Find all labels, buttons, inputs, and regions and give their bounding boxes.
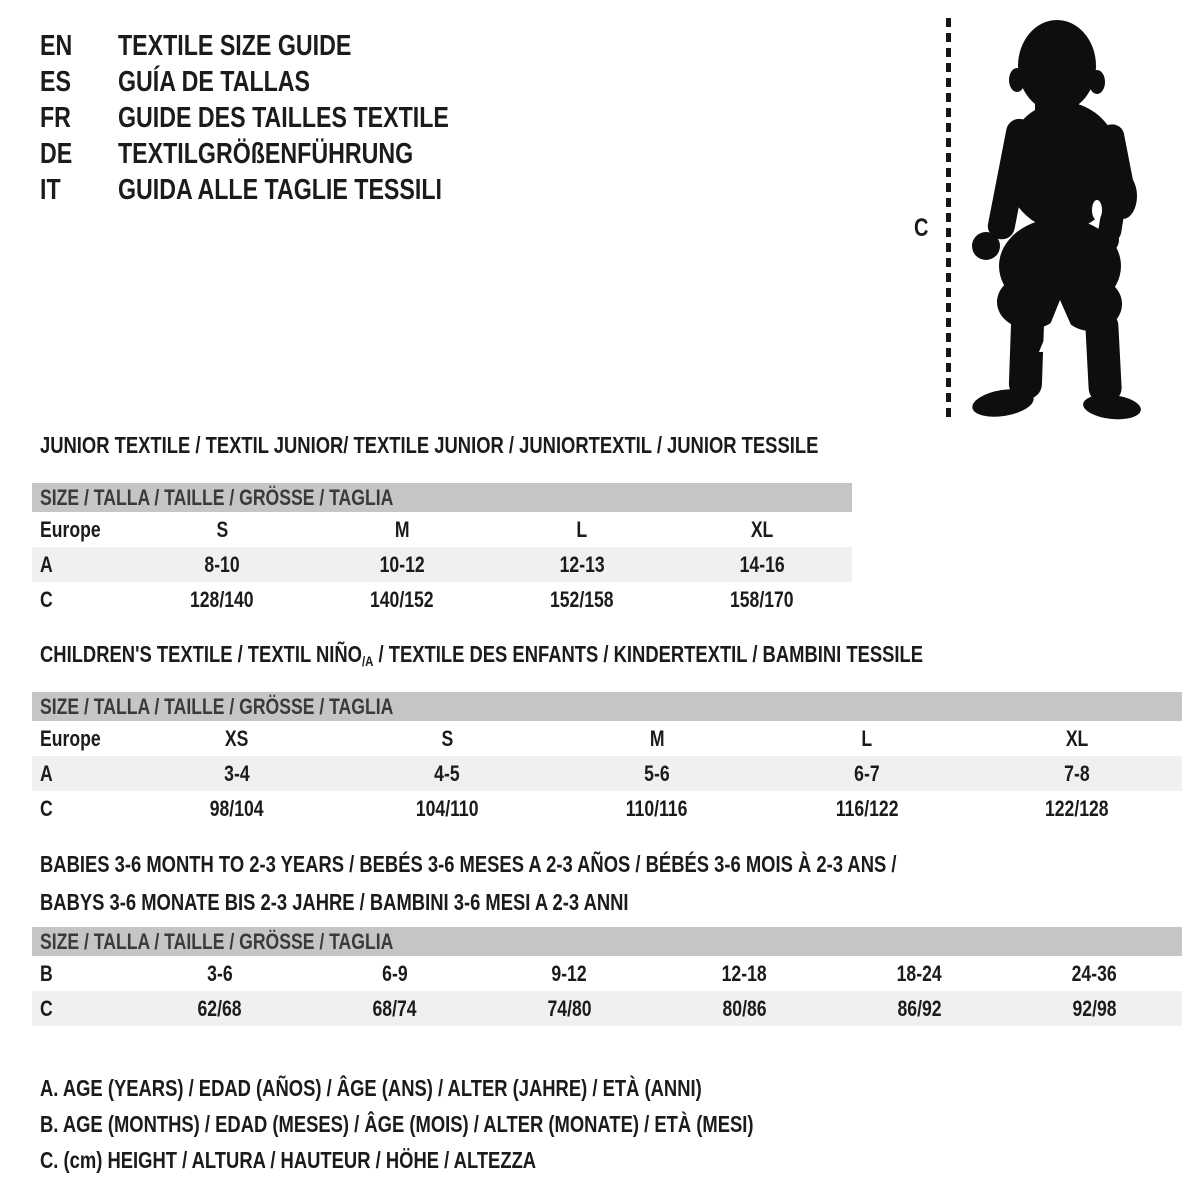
row-label: B bbox=[40, 960, 53, 986]
language-title-list bbox=[40, 28, 532, 208]
cell: 74/80 bbox=[547, 995, 592, 1021]
cell: 10-12 bbox=[379, 551, 425, 577]
table-row-height-cm bbox=[32, 582, 852, 617]
junior-size-table bbox=[32, 483, 852, 617]
height-measure-dashed-line bbox=[946, 18, 951, 418]
cell: 80/86 bbox=[722, 995, 767, 1021]
toddler-silhouette-icon bbox=[955, 14, 1145, 422]
cell: 68/74 bbox=[372, 995, 417, 1021]
cell: L bbox=[861, 725, 873, 751]
table-row-age-years bbox=[32, 547, 852, 582]
babies-title-line1: BABIES 3-6 MONTH TO 2-3 YEARS / BEBÉS 3-6 MESES A 2-3 AÑOS / BÉBÉS 3-6 MOIS À 2-3 ANS / bbox=[40, 851, 897, 877]
cell: L bbox=[576, 516, 588, 542]
lang-title: GUIDE DES TAILLES TEXTILE bbox=[118, 101, 449, 134]
cell: 18-24 bbox=[896, 960, 943, 986]
cell: 140/152 bbox=[370, 586, 434, 612]
lang-code: EN bbox=[40, 29, 73, 62]
lang-code: IT bbox=[40, 173, 61, 206]
babies-title-line2: BABYS 3-6 MONATE BIS 2-3 JAHRE / BAMBINI 3-6 MESI A 2-3 ANNI bbox=[40, 889, 629, 915]
lang-title: TEXTILGRÖßENFÜHRUNG bbox=[118, 137, 414, 170]
lang-title: GUÍA DE TALLAS bbox=[118, 65, 311, 98]
row-label: Europe bbox=[40, 725, 101, 751]
row-label: C bbox=[40, 795, 53, 821]
cell: M bbox=[649, 725, 665, 751]
table-row-height-cm bbox=[32, 791, 1182, 826]
cell: 86/92 bbox=[897, 995, 942, 1021]
cell: S bbox=[441, 725, 453, 751]
cell: 6-7 bbox=[854, 760, 880, 786]
lang-code: DE bbox=[40, 137, 73, 170]
row-label: C bbox=[40, 995, 53, 1021]
nino-a-subscript: /A bbox=[361, 653, 374, 670]
lang-title: GUIDA ALLE TAGLIE TESSILI bbox=[118, 173, 442, 206]
lang-row-fr bbox=[40, 100, 532, 136]
size-header-label: SIZE / TALLA / TAILLE / GRÖSSE / TAGLIA bbox=[40, 484, 394, 510]
table-row-height-cm bbox=[32, 991, 1182, 1026]
legend-height-cm: C. (cm) HEIGHT / ALTURA / HAUTEUR / HÖHE / ALTEZZA bbox=[40, 1146, 537, 1173]
lang-row-es bbox=[40, 64, 532, 100]
cell: 5-6 bbox=[644, 760, 670, 786]
cell: 12-13 bbox=[559, 551, 605, 577]
babies-size-header-band bbox=[32, 927, 1182, 956]
junior-section-title: JUNIOR TEXTILE / TEXTIL JUNIOR/ TEXTILE JUNIOR / JUNIORTEXTIL / JUNIOR TESSILE bbox=[40, 432, 819, 458]
lang-code: FR bbox=[40, 101, 71, 134]
cell: S bbox=[216, 516, 228, 542]
lang-row-it bbox=[40, 172, 532, 208]
cell: 9-12 bbox=[551, 960, 588, 986]
row-label: C bbox=[40, 586, 53, 612]
lang-row-de bbox=[40, 136, 532, 172]
cell: 3-6 bbox=[206, 960, 233, 986]
children-section-title: CHILDREN'S TEXTILE / TEXTIL $NIÑO_{/A}$ / TEXTILE DES ENFANTS / KINDERTEXTIL / BAMBINI TESSILE bbox=[40, 641, 924, 670]
cell: XL bbox=[750, 516, 774, 542]
lang-row-en bbox=[40, 28, 532, 64]
cell: M bbox=[394, 516, 410, 542]
height-measure-label: C bbox=[914, 214, 929, 242]
cell: 92/98 bbox=[1072, 995, 1117, 1021]
size-header-label: SIZE / TALLA / TAILLE / GRÖSSE / TAGLIA bbox=[40, 928, 394, 954]
lang-title: TEXTILE SIZE GUIDE bbox=[118, 29, 352, 62]
cell: 14-16 bbox=[739, 551, 785, 577]
cell: 104/110 bbox=[415, 795, 479, 821]
cell: 116/122 bbox=[835, 795, 899, 821]
babies-size-table bbox=[32, 927, 1182, 1026]
size-header-label: SIZE / TALLA / TAILLE / GRÖSSE / TAGLIA bbox=[40, 693, 394, 719]
cell: 158/170 bbox=[730, 586, 794, 612]
cell: XL bbox=[1065, 725, 1089, 751]
cell: 4-5 bbox=[434, 760, 460, 786]
table-row-sizes bbox=[32, 721, 1182, 756]
junior-size-header-band bbox=[32, 483, 852, 512]
cell: 6-9 bbox=[381, 960, 408, 986]
cell: 7-8 bbox=[1064, 760, 1090, 786]
table-row-age-years bbox=[32, 756, 1182, 791]
cell: 8-10 bbox=[204, 551, 240, 577]
cell: 110/116 bbox=[626, 795, 688, 821]
children-size-table bbox=[32, 692, 1182, 826]
row-label: A bbox=[40, 760, 53, 786]
cell: 128/140 bbox=[190, 586, 254, 612]
cell: 12-18 bbox=[721, 960, 768, 986]
cell: 24-36 bbox=[1071, 960, 1118, 986]
row-label: Europe bbox=[40, 516, 101, 542]
table-row-age-months bbox=[32, 956, 1182, 991]
row-label: A bbox=[40, 551, 53, 577]
cell: XS bbox=[225, 725, 249, 751]
measurement-legend bbox=[40, 1070, 932, 1178]
cell: 152/158 bbox=[550, 586, 614, 612]
legend-age-years: A. AGE (YEARS) / EDAD (AÑOS) / ÂGE (ANS) / ALTER (JAHRE) / ETÀ (ANNI) bbox=[40, 1074, 702, 1101]
legend-age-months: B. AGE (MONTHS) / EDAD (MESES) / ÂGE (MOIS) / ALTER (MONATE) / ETÀ (MESI) bbox=[40, 1110, 754, 1137]
cell: 122/128 bbox=[1045, 795, 1109, 821]
babies-section-title bbox=[40, 845, 1111, 921]
cell: 62/68 bbox=[197, 995, 242, 1021]
cell: 98/104 bbox=[210, 795, 264, 821]
cell: 3-4 bbox=[224, 760, 250, 786]
lang-code: ES bbox=[40, 65, 71, 98]
children-size-header-band bbox=[32, 692, 1182, 721]
table-row-sizes bbox=[32, 512, 852, 547]
